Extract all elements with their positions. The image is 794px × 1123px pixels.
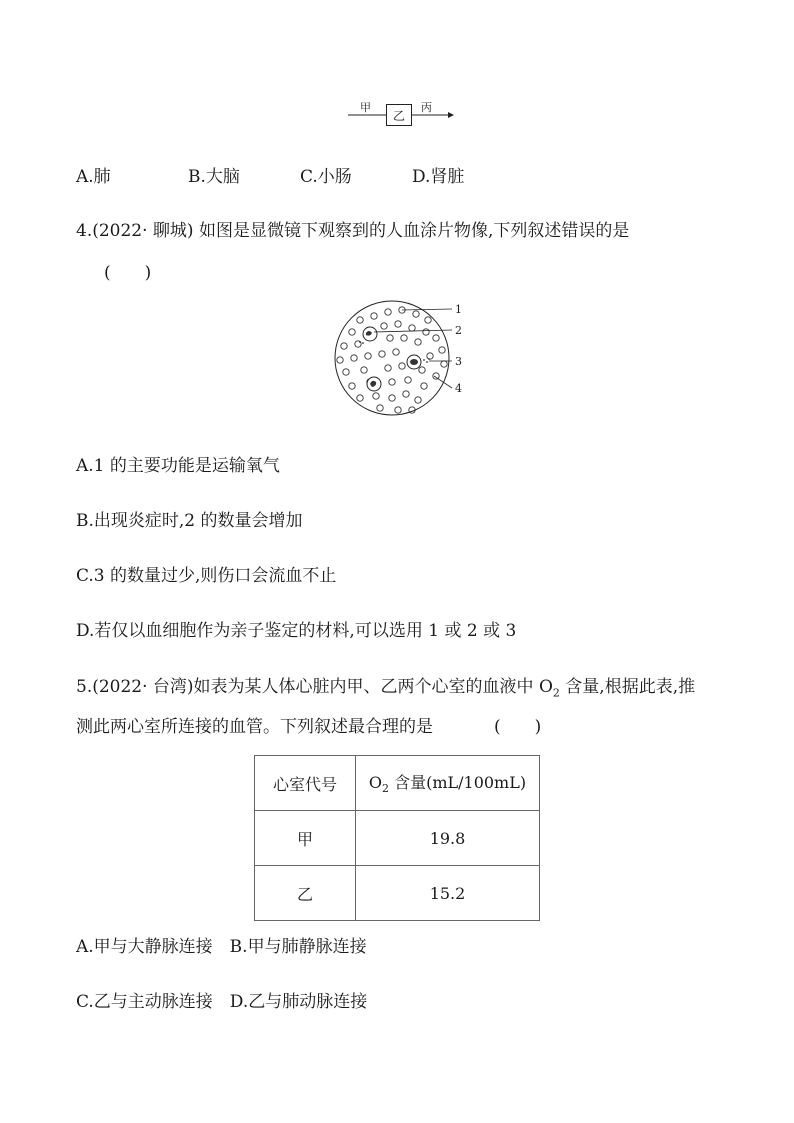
table-row [255,811,540,866]
flow-label-right: 丙 [421,101,432,114]
q5-stem-line1 [76,672,695,699]
table-cell-chamber: 乙 [255,866,356,921]
q5-stem-line2: 测此两心室所连接的血管。下列叙述最合理的是 [76,717,433,737]
q4-option-c: C.3 的数量过少,则伤口会流血不止 [76,566,337,586]
table-cell-value: 19.8 [356,811,540,866]
q5-answer-blank: ( ) [494,717,542,737]
q5-stem-part2: 含量,根据此表,推 [559,677,696,697]
q4-stem: 4.(2022· 聊城) 如图是显微镜下观察到的人血涂片物像,下列叙述错误的是 [76,221,630,241]
table-header-o2: $O_2$ 含量(mL/100mL) [356,756,540,811]
q3-option-a: A.肺 [76,167,111,187]
q3-option-b: B.大脑 [188,167,240,187]
figure-label-3: 3 [455,355,462,368]
q4-option-d: D.若仅以血细胞作为亲子鉴定的材料,可以选用 1 或 2 或 3 [76,621,517,641]
table-cell-chamber: 甲 [255,811,356,866]
q3-option-d: D.肾脏 [412,167,465,187]
figure-label-1: 1 [455,303,462,316]
q4-option-b: B.出现炎症时,2 的数量会增加 [76,511,303,531]
q5-options-line1: A.甲与大静脉连接 B.甲与肺静脉连接 [76,937,367,957]
table-cell-value: 15.2 [356,866,540,921]
q4-answer-blank: ( ) [104,263,152,283]
table-header-row [255,756,540,811]
figure-label-2: 2 [455,324,462,337]
q5-stem-subscript: 2 [552,686,560,700]
q4-option-a: A.1 的主要功能是运输氧气 [76,456,280,476]
q5-stem-part1: 5.(2022· 台湾)如表为某人体心脏内甲、乙两个心室的血液中 O [76,677,553,697]
flow-label-middle: 乙 [386,104,412,126]
o2-table [254,755,540,921]
q3-option-c: C.小肠 [300,167,352,187]
blood-smear-figure [330,298,470,422]
figure-label-4: 4 [455,382,462,395]
table-header-chamber: 心室代号 [255,756,356,811]
q5-options-line2: C.乙与主动脉连接 D.乙与肺动脉连接 [76,992,368,1012]
table-row [255,866,540,921]
flow-label-left: 甲 [360,101,371,114]
